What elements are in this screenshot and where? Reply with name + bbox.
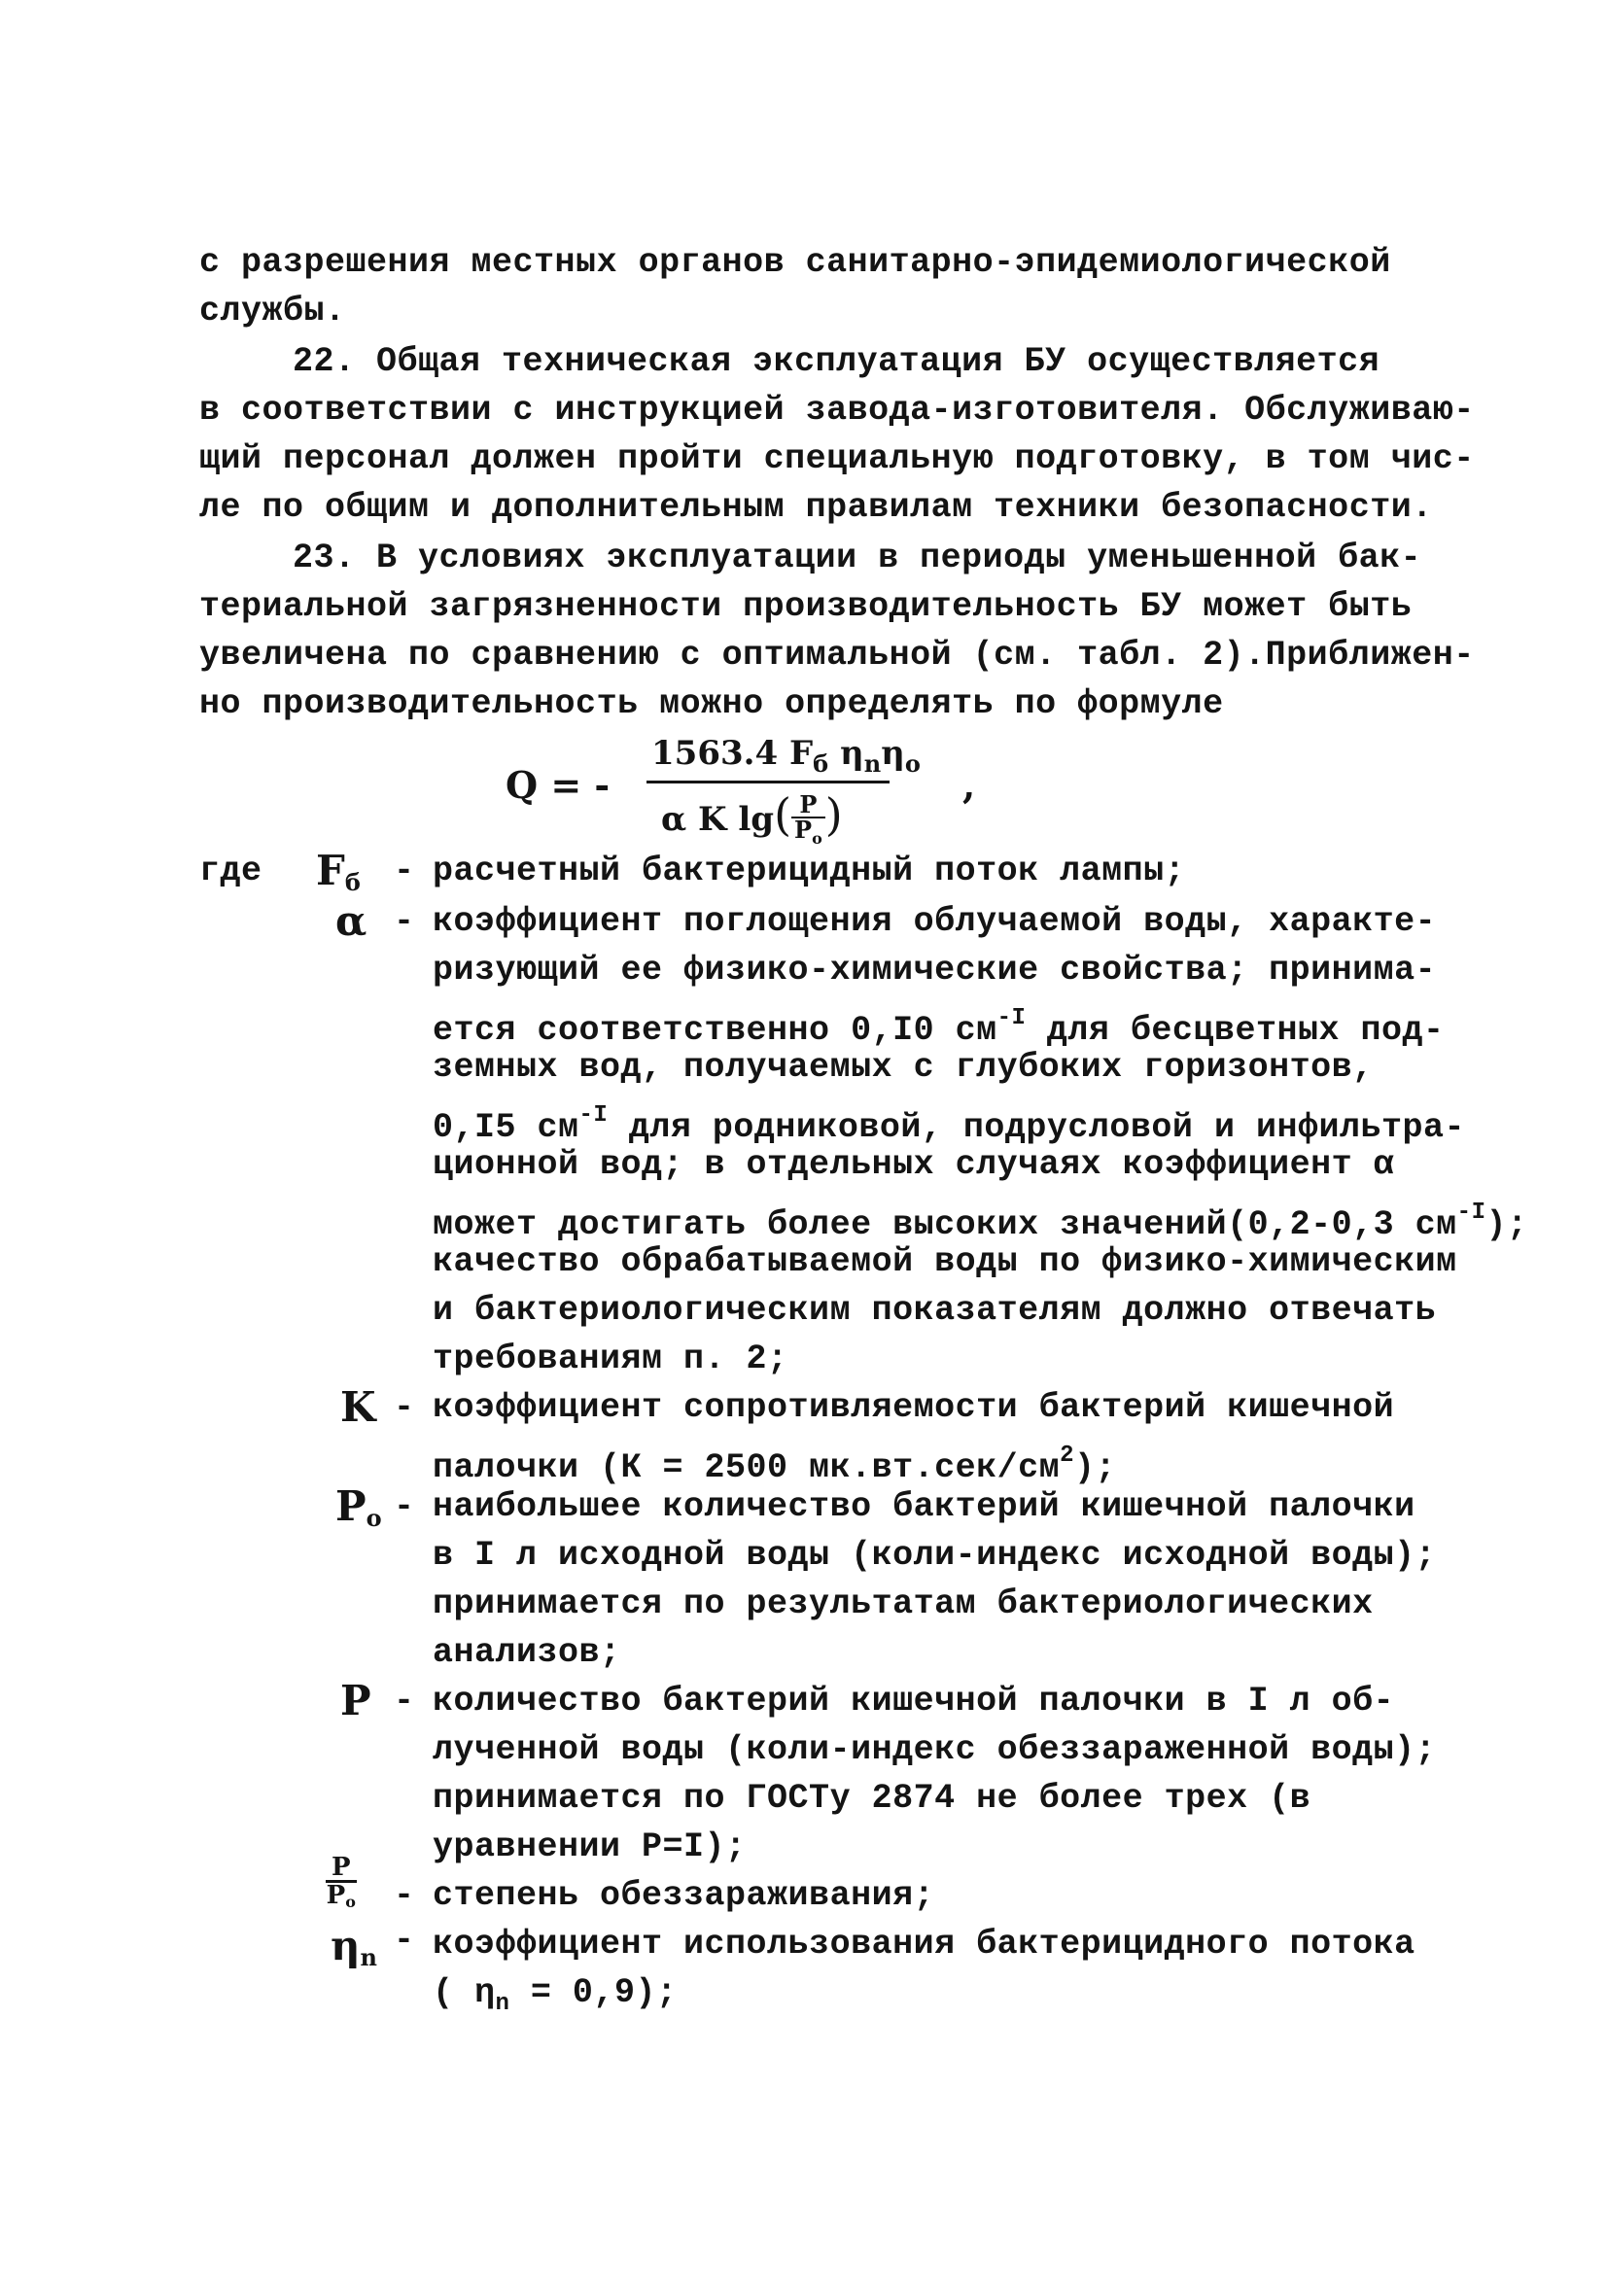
symbol-ratio [326, 1855, 357, 1915]
para22-line-1: 22. Общая техническая эксплуатация БУ осуществляется [293, 342, 1380, 381]
symbol-p: P [340, 1677, 371, 1724]
etan-def-line-1: коэффициент использования бактерицидного потока [433, 1925, 1415, 1964]
productivity-formula [506, 734, 1011, 851]
p-def-line-3: принимается по ГОСТу 2874 не более трех (в [433, 1779, 1311, 1818]
formula-fraction-bar [646, 781, 890, 783]
alpha-def-line-6: ционной вод; в отдельных случаях коэффициент α [433, 1145, 1395, 1184]
p0-def-line-2: в I л исходной воды (коли-индекс исходной воды); [433, 1536, 1437, 1575]
para22-line-3: щий персонал должен пройти специальную подготовку, в том чис- [199, 439, 1475, 478]
symbol-alpha: α [335, 897, 367, 945]
para23-line-4: но производительность можно определять по формуле [199, 684, 1224, 723]
alpha-def-line-8: качество обрабатываемой воды по физико-химическим [433, 1242, 1457, 1281]
k-def-line-1: коэффициент сопротивляемости бактерий кишечной [433, 1388, 1395, 1427]
alpha-def-line-9: и бактериологическим показателям должно отвечать [433, 1291, 1437, 1330]
dash-p0: - [394, 1487, 415, 1526]
alpha-def-line-5: 0,I5 $см^{-I}$ для родниковой, подрусловой и инфильтра- [433, 1102, 1465, 1147]
dash-alpha: - [394, 902, 415, 941]
formula-lhs: Q = - [506, 763, 611, 807]
symbol-k: K [340, 1383, 376, 1431]
dash-ratio: - [394, 1876, 415, 1915]
p-def-line-1: количество бактерий кишечной палочки в I л об- [433, 1682, 1395, 1721]
dash-fb: - [394, 852, 415, 890]
p0-def-line-3: принимается по результатам бактериологических [433, 1584, 1374, 1623]
ratio-numerator: P [326, 1855, 357, 1883]
para23-line-1: 23. В условиях эксплуатации в периоды уменьшенной бак- [293, 539, 1422, 577]
dash-k: - [394, 1388, 415, 1427]
para22-line-4: ле по общим и дополнительным правилам техники безопасности. [199, 488, 1433, 527]
formula-numerator: 1563.4 $F_б$ $\eta_n\eta_o$ [651, 734, 921, 778]
para23-line-3: увеличена по сравнению с оптимальной (см. табл. 2).Приближен- [199, 636, 1475, 675]
formula-comma: , [962, 763, 976, 807]
p-def-line-2: лученной воды (коли-индекс обеззараженной воды); [433, 1730, 1437, 1769]
p0-def-line-4: анализов; [433, 1633, 621, 1672]
symbol-eta-n: $\eta_n$ [331, 1922, 377, 1971]
ratio-denominator: $P_o$ [326, 1881, 356, 1911]
dash-eta-n: - [394, 1921, 415, 1960]
para22-line-2: в соответствии с инструкцией завода-изготовителя. Обслуживаю- [199, 391, 1475, 430]
alpha-def-line-4: земных вод, получаемых с глубоких горизонтов, [433, 1048, 1374, 1087]
alpha-def-line-3: ется соответственно 0,I0 $см^{-I}$ для бесцветных под- [433, 1005, 1445, 1050]
k-def-line-2: палочки (К = 2500 $мк.вт.сек/см^2$); [433, 1443, 1117, 1487]
ratio-def-line-1: степень обеззараживания; [433, 1876, 935, 1915]
alpha-def-line-1: коэффициент поглощения облучаемой воды, характе- [433, 902, 1437, 941]
alpha-def-line-10: требованиям п. 2; [433, 1339, 788, 1378]
intro-line-1: с разрешения местных органов санитарно-эпидемиологической [199, 243, 1391, 282]
symbol-fb: $F_б$ [316, 847, 361, 896]
formula-denominator: α K lg( $\frac{P}{P_o}$ ) [661, 788, 843, 848]
alpha-def-line-2: ризующий ее физико-химические свойства; принима- [433, 951, 1437, 990]
p-def-line-4: уравнении P=I); [433, 1827, 747, 1866]
dash-p: - [394, 1682, 415, 1721]
p0-def-line-1: наибольшее количество бактерий кишечной палочки [433, 1487, 1415, 1526]
intro-line-2: службы. [199, 292, 346, 330]
where-label: где [199, 852, 262, 890]
fb-def-line-1: расчетный бактерицидный поток лампы; [433, 852, 1186, 890]
alpha-def-line-7: может достигать более высоких значений(0,2-0,3 $см^{-I}$); [433, 1200, 1528, 1244]
para23-line-2: териальной загрязненности производительность БУ может быть [199, 587, 1413, 626]
etan-def-line-2: ( $\eta_n = 0,9$); [433, 1973, 678, 2017]
symbol-p0: $P_o$ [335, 1482, 382, 1532]
